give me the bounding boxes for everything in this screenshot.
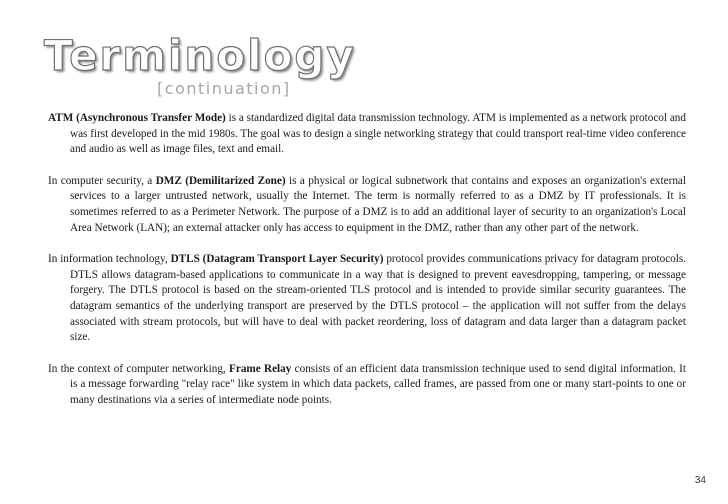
paragraph-text: consists of an efficient data transmission technique used to send digital information. It is a message forwarding "relay race" like system in which data packets, called frames, are passed from one or many start-points to one or many destinations via a series of intermediate node points. xyxy=(70,362,686,406)
paragraph-lead: In information technology, xyxy=(48,253,171,266)
paragraph-atm xyxy=(48,111,686,158)
paragraph-dmz xyxy=(48,174,686,236)
paragraph-text: is a standardized digital data transmission technology. ATM is implemented as a network protocol and was first developed in the mid 1980s. The goal was to design a single networking strategy that could transport real-time video conference and audio as well as image files, text and email. xyxy=(70,112,686,156)
paragraph-frame-relay xyxy=(48,362,686,409)
slide-subtitle: [continuation] xyxy=(157,79,291,98)
paragraph-text: is a physical or logical subnetwork that contains and exposes an organization's external services to a larger untrusted network, usually the Internet. The term is normally referred to as a DMZ by IT professionals. It is sometimes referred to as a Perimeter Network. The purpose of a DMZ is to add an additional layer of security to an organization's Local Area Network (LAN); an external attacker only has access to equipment in the DMZ, rather than any other part of the network. xyxy=(70,174,686,234)
paragraph-lead: In computer security, a xyxy=(48,174,156,187)
term-frame-relay: Frame Relay xyxy=(229,362,292,375)
term-dtls: DTLS (Datagram Transport Layer Security) xyxy=(170,253,384,266)
slide-body xyxy=(48,111,686,425)
page-number: 34 xyxy=(694,475,706,486)
paragraph-text: protocol provides communications privacy for datagram protocols. DTLS allows datagram-based applications to communicate in a way that is designed to prevent eavesdropping, tampering, or message forgery. The DTLS protocol is based on the stream-oriented TLS protocol and is intended to provide similar security guarantees. The datagram semantics of the underlying transport are preserved by the DTLS protocol – the application will not suffer from the delays associated with stream protocols, but will have to deal with packet reordering, loss of datagram and data larger than a datagram packet size. xyxy=(70,253,687,344)
term-dmz: DMZ (Demilitarized Zone) xyxy=(155,174,286,187)
paragraph-lead: In the context of computer networking, xyxy=(48,362,230,375)
slide-title: Terminology xyxy=(44,31,356,80)
term-atm: ATM (Asynchronous Transfer Mode) xyxy=(48,112,226,124)
paragraph-dtls xyxy=(48,252,686,346)
